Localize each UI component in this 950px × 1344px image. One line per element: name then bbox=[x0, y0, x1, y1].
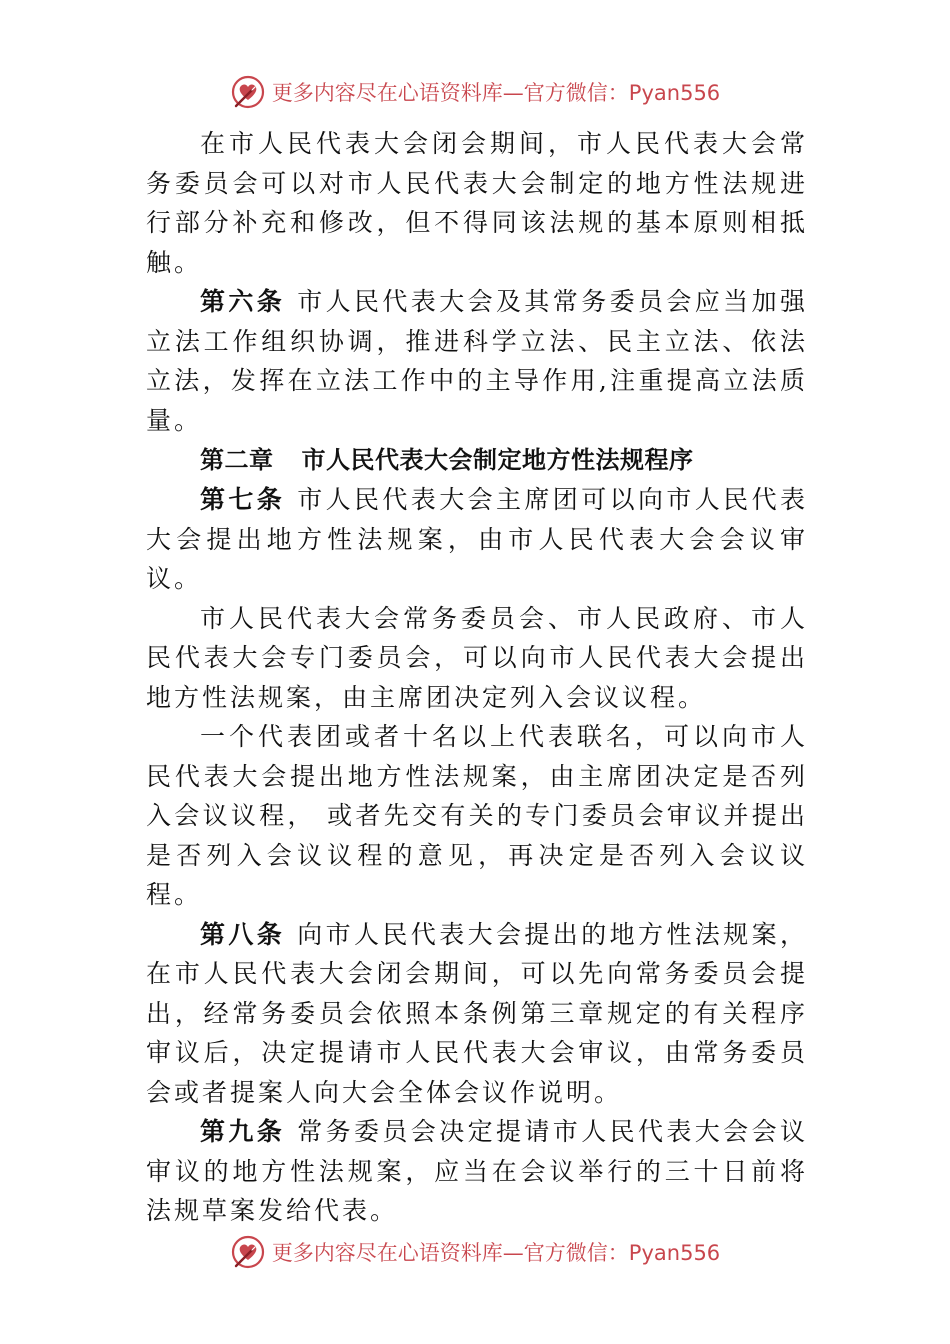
article-6-text: 市人民代表大会及其常务委员会应当加强立法工作组织协调，推进科学立法、民主立法、依法立法，发挥在立法工作中的主导作用,注重提高立法质量。 bbox=[146, 287, 808, 435]
header-banner-text: 更多内容尽在心语资料库—官方微信：Pyan556 bbox=[271, 81, 721, 105]
article-7-text: 市人民代表大会主席团可以向市人民代表大会提出地方性法规案，由市人民代表大会会议审议。 bbox=[146, 485, 808, 593]
article-9-text: 常务委员会决定提请市人民代表大会会议审议的地方性法规案，应当在会议举行的三十日前将法规草案发给代表。 bbox=[146, 1117, 808, 1225]
paragraph-interim-amendment: 在市人民代表大会闭会期间，市人民代表大会常务委员会可以对市人民代表大会制定的地方性法规进行部分补充和修改，但不得同该法规的基本原则相抵触。 bbox=[146, 129, 808, 277]
chapter-2-title: 市人民代表大会制定地方性法规程序 bbox=[301, 446, 694, 474]
article-7-number: 第七条 bbox=[200, 485, 286, 514]
footer-banner-text: 更多内容尽在心语资料库—官方微信：Pyan556 bbox=[271, 1241, 721, 1265]
article-7-paragraph-2: 市人民代表大会常务委员会、市人民政府、市人民代表大会专门委员会，可以向市人民代表大会提出地方性法规案，由主席团决定列入会议议程。 bbox=[146, 603, 808, 712]
article-7-paragraph-3: 一个代表团或者十名以上代表联名，可以向市人民代表大会提出地方性法规案，由主席团决定是否列入会议议程， 或者先交有关的专门委员会审议并提出是否列入会议议程的意见，再决定是否列入会议议程。 bbox=[146, 722, 808, 909]
article-6 bbox=[146, 282, 808, 440]
article-9-number: 第九条 bbox=[200, 1117, 286, 1146]
article-6-number: 第六条 bbox=[200, 287, 286, 316]
chapter-2-heading bbox=[146, 440, 808, 480]
document-body bbox=[146, 124, 808, 1231]
article-9 bbox=[146, 1112, 808, 1231]
header-banner bbox=[0, 72, 950, 112]
article-8 bbox=[146, 915, 808, 1113]
article-8-number: 第八条 bbox=[200, 919, 286, 949]
footer-banner bbox=[0, 1232, 950, 1272]
chapter-2-number: 第二章 bbox=[200, 446, 274, 474]
article-7 bbox=[146, 480, 808, 599]
article-8-text: 向市人民代表大会提出的地方性法规案，在市人民代表大会闭会期间，可以先向常务委员会提出，经常务委员会依照本条例第三章规定的有关程序审议后，决定提请市人民代表大会审议，由常务委员会或者提案人向大会全体会议作说明。 bbox=[146, 919, 808, 1107]
heart-pen-logo-icon bbox=[230, 74, 266, 110]
heart-pen-logo-icon bbox=[230, 1234, 266, 1270]
